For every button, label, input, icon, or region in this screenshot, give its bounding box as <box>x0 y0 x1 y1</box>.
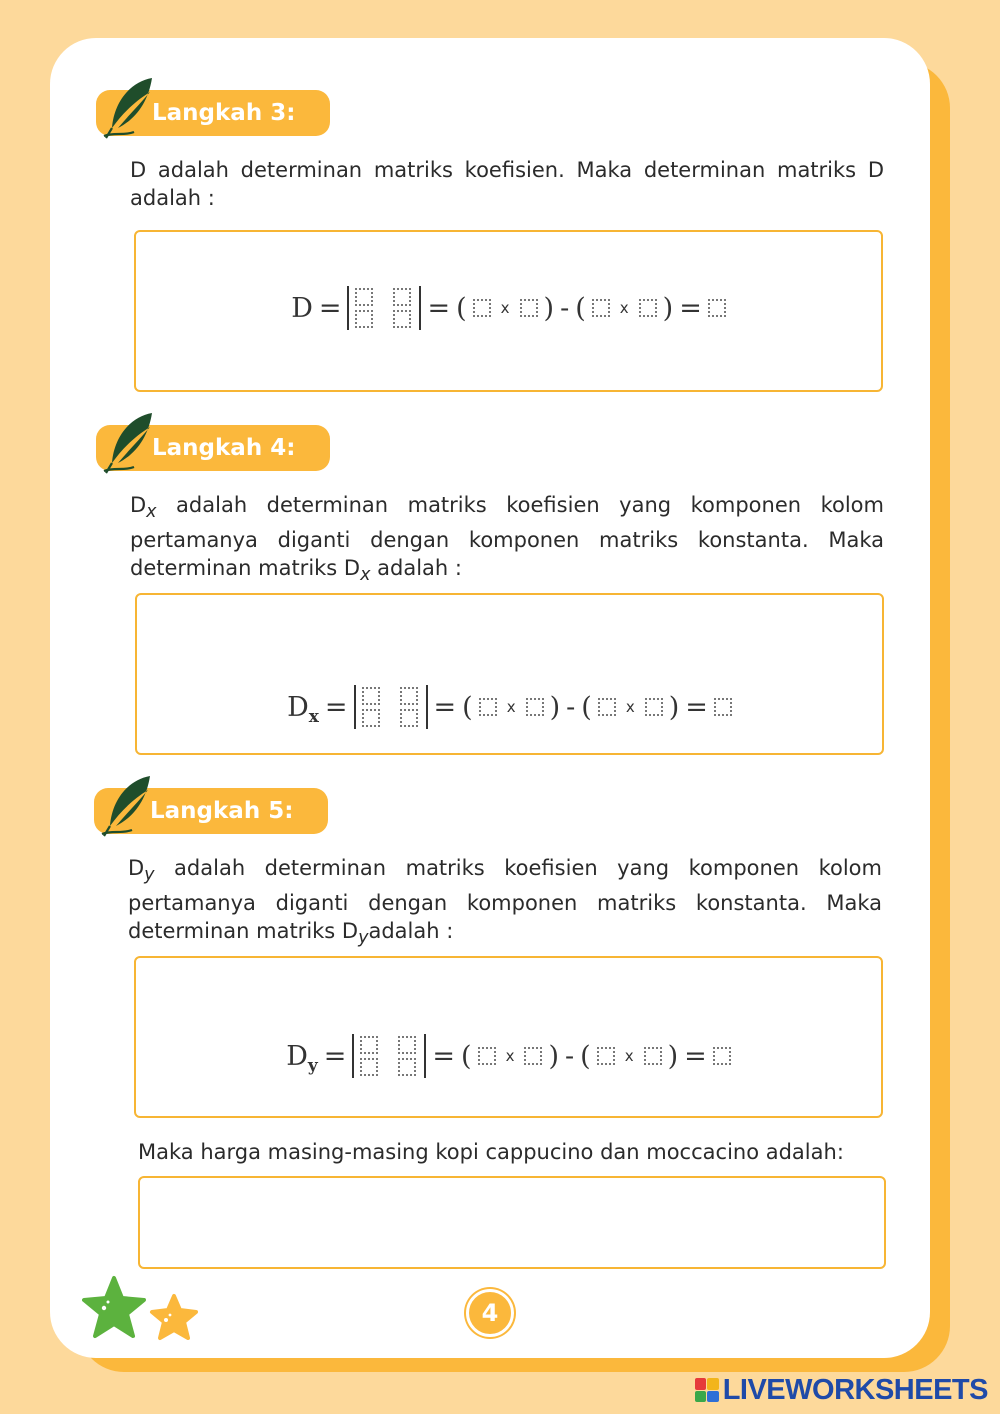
dx-symbol: $D_x$ <box>287 691 319 727</box>
answer-blank[interactable] <box>639 299 657 317</box>
times-sign: x <box>624 1047 634 1065</box>
matrix-blank[interactable] <box>355 288 373 306</box>
step5-title: Langkah 5: <box>150 798 294 824</box>
paren: ) <box>668 691 680 723</box>
answer-blank[interactable] <box>479 698 497 716</box>
quill-icon <box>98 772 162 840</box>
matrix-blank[interactable] <box>362 709 380 727</box>
answer-blank[interactable] <box>478 1047 496 1065</box>
times-sign: x <box>625 698 635 716</box>
equals-sign: = <box>679 292 702 324</box>
matrix-blank[interactable] <box>360 1058 378 1076</box>
step3-formula <box>136 286 881 330</box>
brand-name: LIVEWORKSHEETS <box>722 1373 988 1406</box>
paren: ( <box>575 292 586 324</box>
minus-sign: - <box>565 1040 575 1072</box>
paren: ( <box>456 292 467 324</box>
paren: ( <box>462 691 473 723</box>
liveworksheets-logo <box>695 1372 988 1408</box>
conclusion-text: Maka harga masing-masing kopi cappucino dan moccacino adalah: <box>138 1140 844 1164</box>
quill-icon <box>100 74 164 142</box>
times-sign: x <box>500 299 510 317</box>
step4-formula <box>137 685 882 729</box>
step5-formula <box>136 1034 881 1078</box>
determinant-matrix <box>352 1034 426 1078</box>
step3-text: D adalah determinan matriks koefisien. Maka determinan matriks D adalah : <box>130 158 884 210</box>
matrix-blank[interactable] <box>398 1058 416 1076</box>
equals-sign: = <box>427 292 451 324</box>
paren: ) <box>667 1040 679 1072</box>
dy-symbol: $D_y$ <box>286 1040 318 1076</box>
result-blank[interactable] <box>713 1047 731 1065</box>
step5-formula-box <box>134 956 883 1118</box>
matrix-blank[interactable] <box>362 687 380 705</box>
step3-title: Langkah 3: <box>152 100 296 126</box>
quill-icon <box>100 409 164 477</box>
page-number: 4 <box>466 1289 514 1337</box>
matrix-blank[interactable] <box>393 288 411 306</box>
times-sign: x <box>619 299 629 317</box>
step5-text: $D_y$ adalah determinan matriks koefisien yang komponen kolom pertamanya diganti dengan komponen matriks konstanta. Maka determinan matriks $D_yadalah$ : <box>128 856 882 949</box>
paren: ) <box>543 292 555 324</box>
step4-title: Langkah 4: <box>152 435 296 461</box>
matrix-blank[interactable] <box>400 687 418 705</box>
matrix-blank[interactable] <box>360 1036 378 1054</box>
answer-blank[interactable] <box>473 299 491 317</box>
determinant-matrix <box>347 286 421 330</box>
equals-sign: = <box>685 691 708 723</box>
equals-sign: = <box>318 292 342 324</box>
answer-blank[interactable] <box>597 1047 615 1065</box>
d-symbol: D <box>291 292 313 324</box>
equals-sign: = <box>432 1040 456 1072</box>
paren: ( <box>580 1040 591 1072</box>
paren: ) <box>662 292 674 324</box>
minus-sign: - <box>560 292 570 324</box>
equals-sign: = <box>324 691 348 723</box>
matrix-blank[interactable] <box>400 709 418 727</box>
equals-sign: = <box>433 691 457 723</box>
result-blank[interactable] <box>714 698 732 716</box>
paren: ( <box>461 1040 472 1072</box>
step4-formula-box <box>135 593 884 755</box>
determinant-matrix <box>354 685 428 729</box>
answer-blank[interactable] <box>644 1047 662 1065</box>
times-sign: x <box>505 1047 515 1065</box>
answer-blank[interactable] <box>524 1047 542 1065</box>
answer-blank[interactable] <box>645 698 663 716</box>
equals-sign: = <box>323 1040 347 1072</box>
matrix-blank[interactable] <box>398 1036 416 1054</box>
times-sign: x <box>506 698 516 716</box>
step4-text: $D_x$ adalah determinan matriks koefisien yang komponen kolom pertamanya diganti dengan komponen matriks konstanta. Maka determinan matriks $D_x$ adalah : <box>130 493 884 586</box>
brand-logo-icon <box>695 1378 719 1402</box>
answer-blank[interactable] <box>598 698 616 716</box>
answer-blank[interactable] <box>526 698 544 716</box>
final-answer-box[interactable] <box>138 1176 886 1269</box>
minus-sign: - <box>566 691 576 723</box>
paren: ) <box>549 691 561 723</box>
answer-blank[interactable] <box>592 299 610 317</box>
matrix-blank[interactable] <box>355 310 373 328</box>
step3-formula-box <box>134 230 883 392</box>
result-blank[interactable] <box>708 299 726 317</box>
equals-sign: = <box>684 1040 707 1072</box>
paren: ) <box>548 1040 560 1072</box>
matrix-blank[interactable] <box>393 310 411 328</box>
answer-blank[interactable] <box>520 299 538 317</box>
stars-icon <box>82 1272 210 1356</box>
paren: ( <box>581 691 592 723</box>
